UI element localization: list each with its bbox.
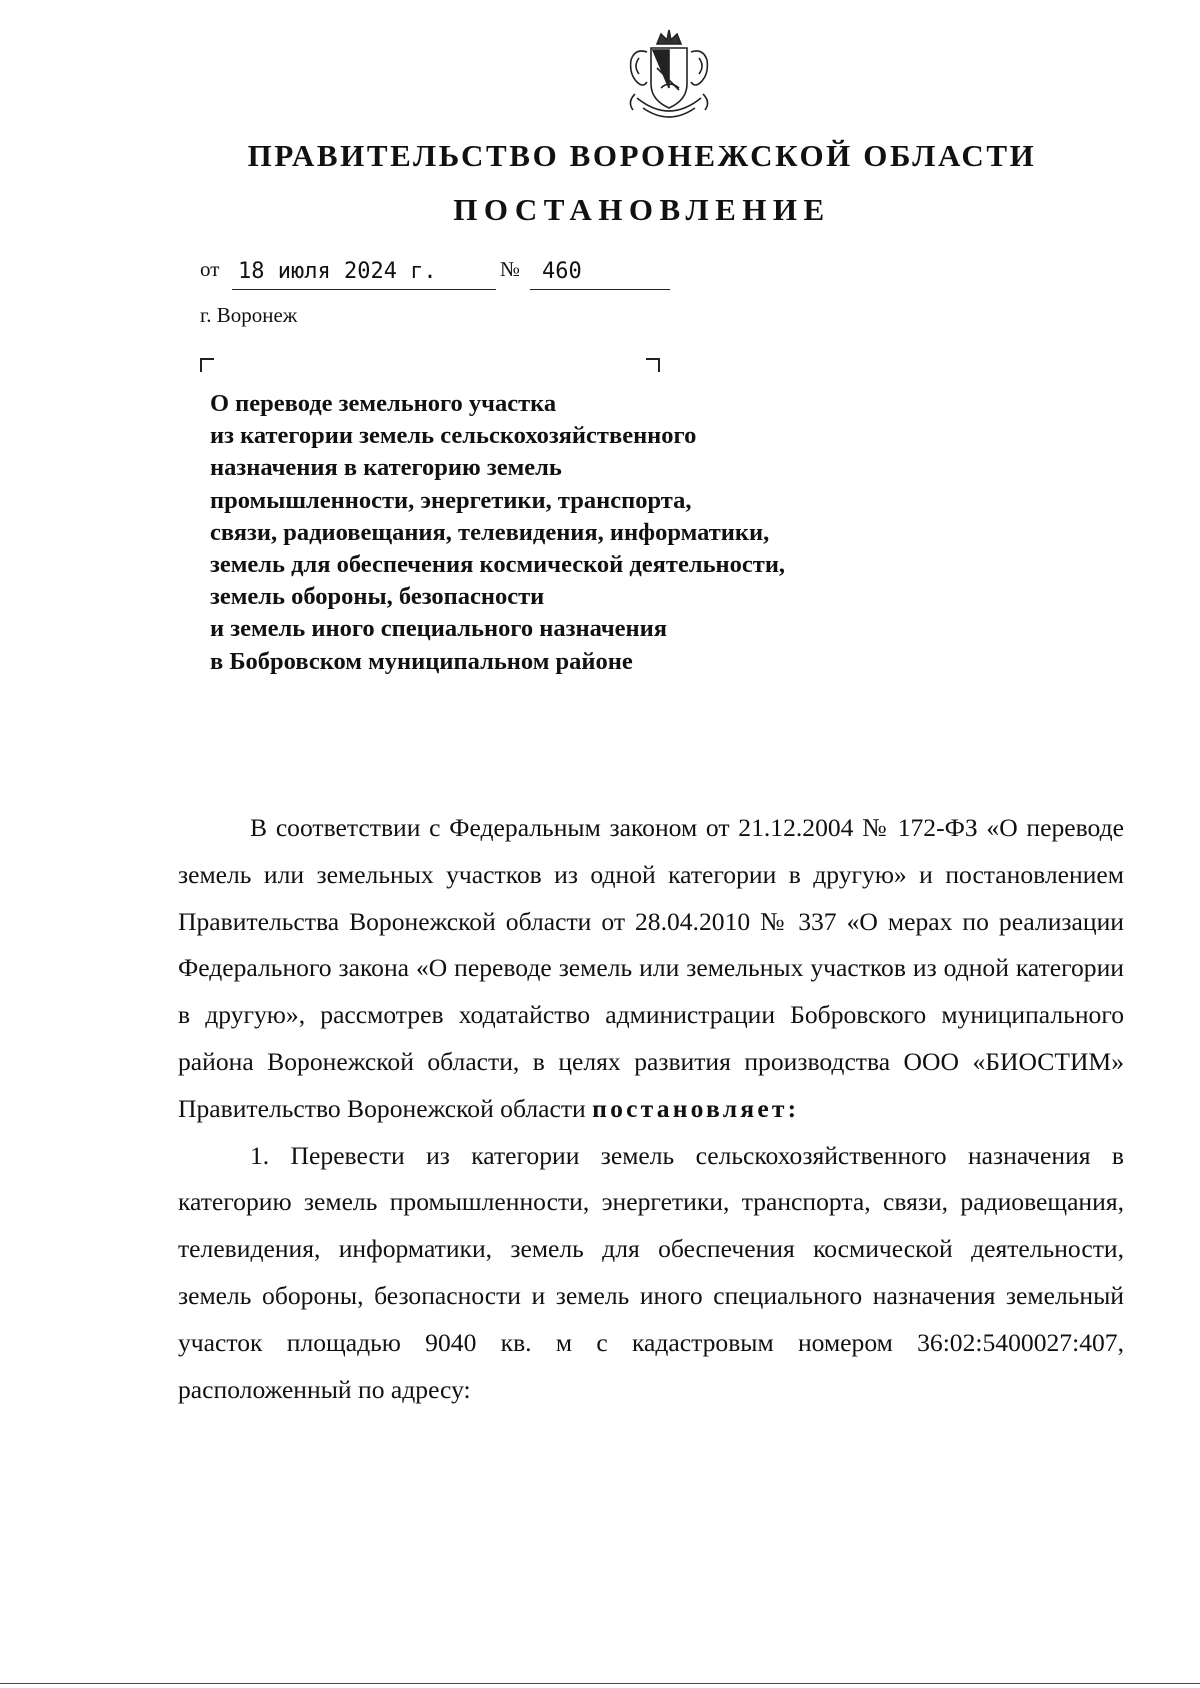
preamble-paragraph [178, 805, 1124, 1133]
document-subject [210, 388, 785, 678]
city-label: г. Воронеж [200, 303, 298, 327]
number-field: 460 [530, 257, 670, 290]
subject-line: связи, радиовещания, телевидения, информатики, [210, 518, 770, 546]
number-prefix-label: № [500, 257, 521, 281]
date-field: 18 июля 2024 г. [232, 257, 496, 290]
document-body [178, 805, 1124, 1413]
coat-of-arms-emblem [617, 28, 721, 128]
date-number-row [200, 250, 660, 290]
subject-line: земель обороны, безопасности [210, 583, 545, 611]
date-prefix-label: от [200, 257, 220, 281]
page-edge-line [0, 1683, 1200, 1684]
item-1-paragraph: 1. Перевести из категории земель сельскохозяйственного назначения в категорию земель промышленности, энергетики, транспорта, связи, радиовещания, телевидения, информатики, земель для обеспечения космической деятельности, земель обороны, безопасности и земель иного специального назначения земельный участок площадью 9040 кв. м с кадастровым номером 36:02:5400027:407, расположенный по адресу: [178, 1140, 1124, 1404]
preamble-text: В соответствии с Федеральным законом от 21.12.2004 № 172-ФЗ «О переводе земель или земельных участков из одной категории в другую» и постановлением Правительства Воронежской области от 28.04.2010 № 337 «О мерах по реализации Федерального закона «О переводе земель или земельных участков из одной категории в другую», рассмотрев ходатайство администрации Бобровского муниципального района Воронежской области, в целях развития производства ООО «БИОСТИМ» Правительство Воронежской области [178, 813, 1124, 1123]
subject-bracket-right [646, 358, 660, 372]
subject-line: земель для обеспечения космической деятельности, [210, 551, 786, 579]
organization-title: ПРАВИТЕЛЬСТВО ВОРОНЕЖСКОЙ ОБЛАСТИ [247, 138, 1037, 173]
subject-line: назначения в категорию земель [210, 454, 562, 482]
resolves-word: постановляет: [592, 1093, 800, 1123]
subject-line: в Бобровском муниципальном районе [210, 647, 633, 675]
subject-line: из категории земель сельскохозяйственного [210, 422, 697, 450]
document-type-title: ПОСТАНОВЛЕНИЕ [453, 192, 831, 227]
subject-line: промышленности, энергетики, транспорта, [210, 486, 692, 514]
subject-bracket-left [200, 358, 214, 372]
subject-line: и земель иного специального назначения [210, 615, 668, 643]
subject-line: О переводе земельного участка [210, 390, 557, 417]
